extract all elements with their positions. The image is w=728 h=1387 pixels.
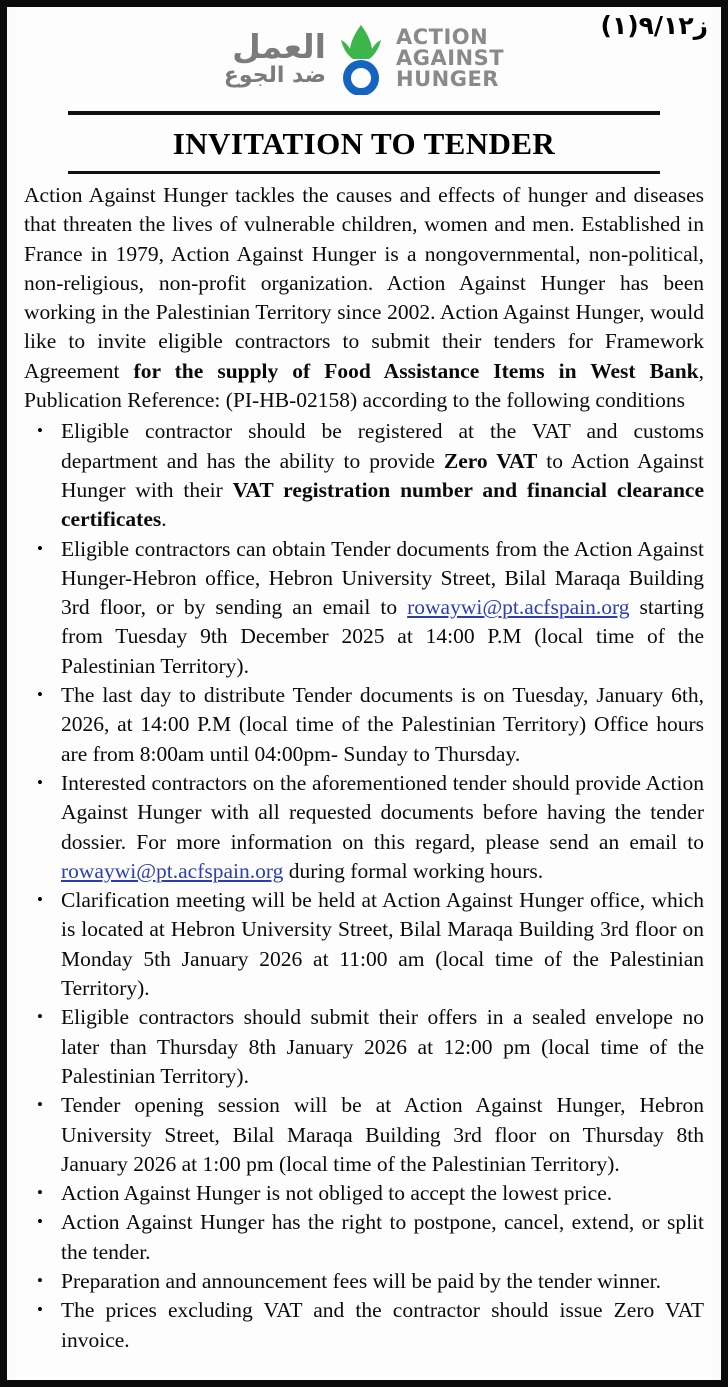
- list-item: [24, 769, 704, 886]
- condition-bold-zero-vat: Zero VAT: [443, 448, 538, 473]
- page-title: INVITATION TO TENDER: [172, 126, 556, 161]
- document-body: [16, 174, 712, 1355]
- intro-text-part2: , Publication Reference: (PI-HB-02158) according to the following conditions: [24, 358, 704, 413]
- condition-text: Preparation and announcement fees will be paid by the tender winner.: [61, 1268, 662, 1293]
- logo-arabic-text: [223, 26, 326, 88]
- reference-code: ز٩/١٢(١): [600, 11, 708, 40]
- condition-text-cont: to Action Against Hunger with their: [61, 448, 705, 502]
- logo-arabic-line2: ضد الجوع: [223, 62, 326, 88]
- list-item: [24, 1091, 704, 1179]
- condition-text: Eligible contractors should submit their offers in a sealed envelope no later than Thursday 8th January 2026 at 12:00 pm (local time of the Palestinian Territory).: [61, 1005, 704, 1088]
- document-header: [16, 7, 712, 111]
- condition-text: Tender opening session will be at Action Against Hunger, Hebron University Street, Bilal Maraqa Building 3rd floor on Thursday 8th January 2026 at 1:00 pm (local time of the Palestinian Territory).: [61, 1093, 704, 1176]
- list-item: [24, 681, 704, 769]
- logo-english-text: [396, 24, 505, 91]
- email-link[interactable]: rowaywi@pt.acfspain.org: [61, 858, 284, 883]
- list-item: [24, 1208, 704, 1267]
- logo-english-line3: HUNGER: [396, 66, 499, 91]
- intro-paragraph: [24, 181, 704, 415]
- list-item: [24, 1296, 704, 1355]
- conditions-list: [24, 417, 704, 1355]
- condition-text: Clarification meeting will be held at Action Against Hunger office, which is located at Hebron University Street, Bilal Maraqa Building 3rd floor on Monday 5th January 2026 at 11:00 am (local time of the Palestinian Territory).: [61, 888, 704, 1001]
- condition-text-end: .: [161, 507, 167, 532]
- condition-text: The prices excluding VAT and the contractor should issue Zero VAT invoice.: [61, 1298, 704, 1352]
- list-item: [24, 535, 704, 681]
- condition-text: Eligible contractor should be registered at the VAT and customs department and has the ability to provide: [61, 419, 704, 473]
- condition-text-cont: during formal working hours.: [283, 858, 544, 883]
- leaf-and-ring-icon: [335, 21, 387, 95]
- list-item: [24, 1179, 704, 1208]
- email-link[interactable]: rowaywi@pt.acfspain.org: [407, 595, 630, 620]
- condition-text: The last day to distribute Tender documents is on Tuesday, January 6th, 2026, at 14:00 P.M (local time of the Palestinian Territory) Office hours are from 8:00am until 04:00pm- Sunday to Thursday.: [61, 683, 704, 766]
- condition-text: Eligible contractors can obtain Tender documents from the Action Against Hunger-Hebron office, Hebron University Street, Bilal Maraqa Building 3rd floor, or by sending an email to: [61, 536, 704, 620]
- condition-text: Action Against Hunger is not obliged to accept the lowest price.: [61, 1181, 613, 1206]
- page-inner: [16, 7, 712, 1380]
- logo-english-line1: ACTION: [396, 24, 489, 49]
- organization-logo: [16, 21, 712, 95]
- condition-text-cont: starting from Tuesday 9th December 2025 at 14:00 P.M (local time of the Palestinian Territory).: [61, 595, 704, 678]
- intro-bold-supply: for the supply of Food Assistance Items in West Bank: [133, 358, 699, 383]
- logo-english-line2: AGAINST: [396, 45, 505, 70]
- intro-text-part1: Action Against Hunger tackles the causes and effects of hunger and diseases that threaten the lives of vulnerable children, women and men. Established in France in 1979, Action Against Hunger is a nongovernmental, non-political, non-religious, non-profit organization. Action Against Hunger has been working in the Palestinian Territory since 2002. Action Against Hunger, would like to invite eligible contractors to submit their tenders for Framework Agreement: [24, 183, 704, 383]
- list-item: [24, 1267, 704, 1296]
- logo-arabic-line1: العمل: [232, 26, 326, 66]
- condition-bold-vat-registration: VAT registration number and financial clearance certificates: [61, 477, 704, 532]
- list-item: [24, 1003, 704, 1091]
- condition-text: Action Against Hunger has the right to postpone, cancel, extend, or split the tender.: [61, 1210, 704, 1264]
- list-item: [24, 417, 704, 534]
- list-item: [24, 886, 704, 1003]
- condition-text: Interested contractors on the aforementioned tender should provide Action Against Hunger with all requested documents before having the tender dossier. For more information on this regard, please send an email to: [61, 770, 704, 854]
